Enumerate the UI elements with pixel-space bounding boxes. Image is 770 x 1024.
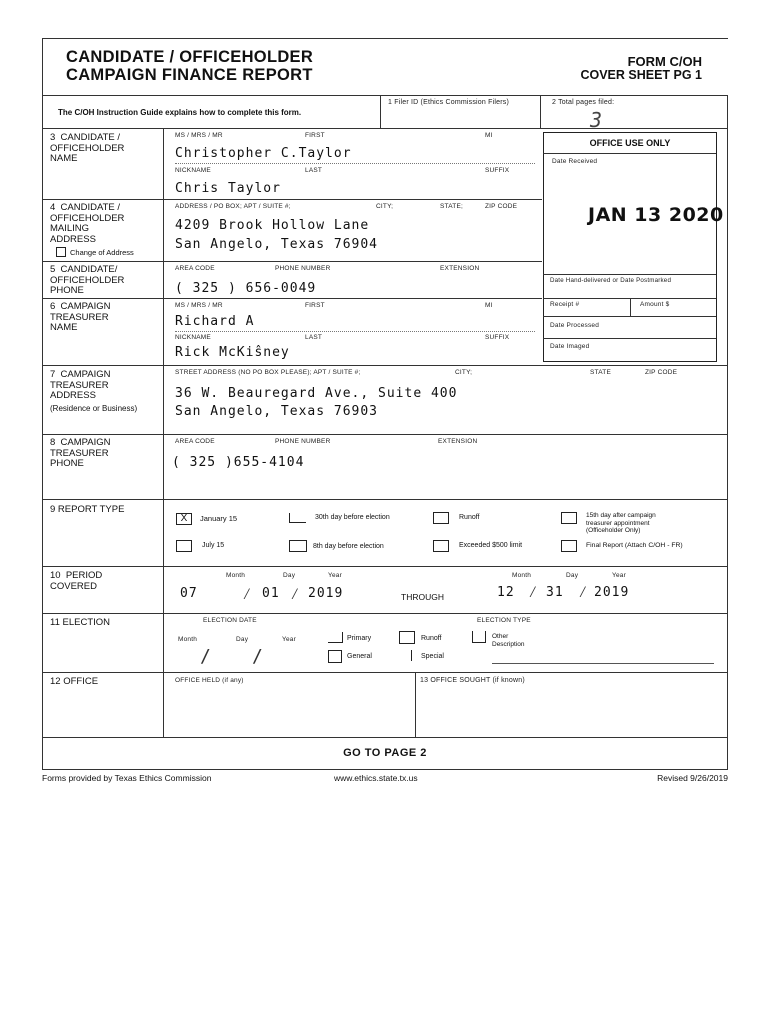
treas-mi-label: MI [485,302,493,309]
period-to-day-label: Day [566,572,579,579]
hand-delivered-label: Date Hand-delivered or Date Postmarked [550,277,672,284]
other-label: Other Description [492,633,525,648]
special-checkbox[interactable] [399,650,412,661]
cand-address-line1[interactable]: 4209 Brook Hollow Lane [175,218,370,233]
primary-label: Primary [347,635,372,642]
treas-street-label: STREET ADDRESS (NO PO BOX PLEASE); APT / SUITE #; [175,369,361,376]
other-checkbox[interactable] [472,631,486,643]
office-held-label: OFFICE HELD (if any) [175,677,244,684]
treasurer-phone-value[interactable]: ( 325 )655-4104 [172,455,305,470]
election-month-label: Month [178,636,198,643]
candidate-name-value[interactable]: Christopher C.Taylor [175,146,352,161]
date-processed-label: Date Processed [550,322,600,329]
change-of-address-checkbox[interactable] [56,247,66,257]
treasurer-nickname-value[interactable]: Rick McKiŝney [175,345,290,360]
cand-nickname-label: NICKNAME [175,167,211,174]
section-12-label: 12 OFFICE [50,676,99,687]
cand-state-label: STATE; [440,203,463,210]
treasurer-name-value[interactable]: Richard A [175,314,255,329]
section-10-label: 10 PERIOD COVERED [50,570,103,592]
period-to-year[interactable]: 2019 [594,585,630,600]
period-to-month[interactable]: 12 [497,585,515,600]
period-year-label: Year [328,572,342,579]
total-pages-label: 2 Total pages filed: [552,99,615,106]
cand-zip-label: ZIP CODE [485,203,518,210]
runoff-label: Runoff [459,514,480,521]
general-checkbox[interactable] [328,650,342,663]
cand-address-line2[interactable]: San Angelo, Texas 76904 [175,237,379,252]
day8-label: 8th day before election [313,543,384,550]
amount-label: Amount $ [640,301,670,308]
treas-prefix-label: MS / MRS / MR [175,302,223,309]
period-from-month[interactable]: 07 [180,586,198,601]
period-month-label: Month [226,572,246,579]
runoff-checkbox[interactable] [433,512,449,524]
treas-nickname-label: NICKNAME [175,334,211,341]
office-sought-label: 13 OFFICE SOUGHT (if known) [420,677,525,684]
election-runoff-label: Runoff [421,635,442,642]
jan15-label: January 15 [200,514,238,523]
filer-id-label: 1 Filer ID (Ethics Commission Filers) [388,99,509,106]
section-5-label: 5 CANDIDATE/ OFFICEHOLDER PHONE [50,264,125,296]
day15-checkbox[interactable] [561,512,577,524]
jul15-checkbox[interactable] [176,540,192,552]
candidate-nickname-value[interactable]: Chris Taylor [175,181,281,196]
period-day-label: Day [283,572,296,579]
cand-ext-label: EXTENSION [440,265,480,272]
treas-zip-label: ZIP CODE [645,369,678,376]
cand-first-label: FIRST [305,132,325,139]
through-label: THROUGH [401,592,444,602]
election-type-label: ELECTION TYPE [477,617,531,624]
received-stamp: JAN 13 2020 [588,204,724,226]
section-6-label: 6 CAMPAIGN TREASURER NAME [50,301,111,333]
change-of-address-label: Change of Address [70,248,134,257]
treas-state-label: STATE [590,369,611,376]
form-title-line2: CAMPAIGN FINANCE REPORT [66,66,313,84]
treas-last-label: LAST [305,334,323,341]
treas-area-label: AREA CODE [175,438,215,445]
election-runoff-checkbox[interactable] [399,631,415,644]
jul15-label: July 15 [202,542,225,549]
footer-url[interactable]: www.ethics.state.tx.us [334,773,418,783]
residence-note: (Residence or Business) [50,404,138,413]
cand-suffix-label: SUFFIX [485,167,510,174]
period-from-year[interactable]: 2019 [308,586,344,601]
treas-city-label: CITY; [455,369,473,376]
footer-revised: Revised 9/26/2019 [657,773,728,783]
treas-address-line2[interactable]: San Angelo, Texas 76903 [175,404,379,419]
section-8-label: 8 CAMPAIGN TREASURER PHONE [50,437,111,469]
form-id: FORM C/OH [627,54,702,69]
treas-phone-label: PHONE NUMBER [275,438,331,445]
day30-checkbox[interactable] [289,513,306,523]
cand-city-label: CITY; [376,203,394,210]
day8-checkbox[interactable] [289,540,307,552]
date-received-label: Date Received [552,158,598,165]
final-label: Final Report (Attach C/OH - FR) [586,542,683,549]
period-to-day[interactable]: 31 [546,585,564,600]
total-pages-value[interactable]: 3 [590,108,604,132]
cand-last-label: LAST [305,167,323,174]
primary-checkbox[interactable] [328,632,343,643]
section-3-label: 3 CANDIDATE / OFFICEHOLDER NAME [50,132,125,164]
section-7-label: 7 CAMPAIGN TREASURER ADDRESS [50,369,111,401]
cand-address-label: ADDRESS / PO BOX; APT / SUITE #; [175,203,291,210]
period-from-day[interactable]: 01 [262,586,280,601]
period-to-month-label: Month [512,572,532,579]
cand-area-label: AREA CODE [175,265,215,272]
date-imaged-label: Date Imaged [550,343,590,350]
go-to-page-2: GO TO PAGE 2 [343,747,427,759]
special-label: Special [421,653,444,660]
election-year-label: Year [282,636,296,643]
receipt-label: Receipt # [550,301,580,308]
candidate-phone-value[interactable]: ( 325 ) 656-0049 [175,281,317,296]
form-title-line1: CANDIDATE / OFFICEHOLDER [66,48,314,66]
treas-first-label: FIRST [305,302,325,309]
treas-address-line1[interactable]: 36 W. Beauregard Ave., Suite 400 [175,386,458,401]
period-to-year-label: Year [612,572,626,579]
exceeded-checkbox[interactable] [433,540,449,552]
day15-label: 15th day after campaign treasurer appointment (Officeholder Only) [586,512,656,534]
jan15-checkbox[interactable]: X [176,513,192,525]
exceeded-label: Exceeded $500 limit [459,542,523,549]
treas-suffix-label: SUFFIX [485,334,510,341]
office-use-title: OFFICE USE ONLY [589,138,671,148]
cand-prefix-label: MS / MRS / MR [175,132,223,139]
cand-phone-label: PHONE NUMBER [275,265,331,272]
section-11-label: 11 ELECTION [50,617,111,628]
instruction-note: The C/OH Instruction Guide explains how to complete this form. [58,108,302,117]
final-checkbox[interactable] [561,540,577,552]
footer-provided: Forms provided by Texas Ethics Commission [42,773,212,783]
cand-mi-label: MI [485,132,493,139]
election-date-label: ELECTION DATE [203,617,257,624]
election-day-label: Day [236,636,249,643]
general-label: General [347,653,372,660]
day30-label: 30th day before election [315,514,390,521]
section-4-label: 4 CANDIDATE / OFFICEHOLDER MAILING ADDRESS [50,202,125,245]
form-subtitle: COVER SHEET PG 1 [580,68,702,82]
treas-ext-label: EXTENSION [438,438,478,445]
section-9-label: 9 REPORT TYPE [50,504,125,515]
